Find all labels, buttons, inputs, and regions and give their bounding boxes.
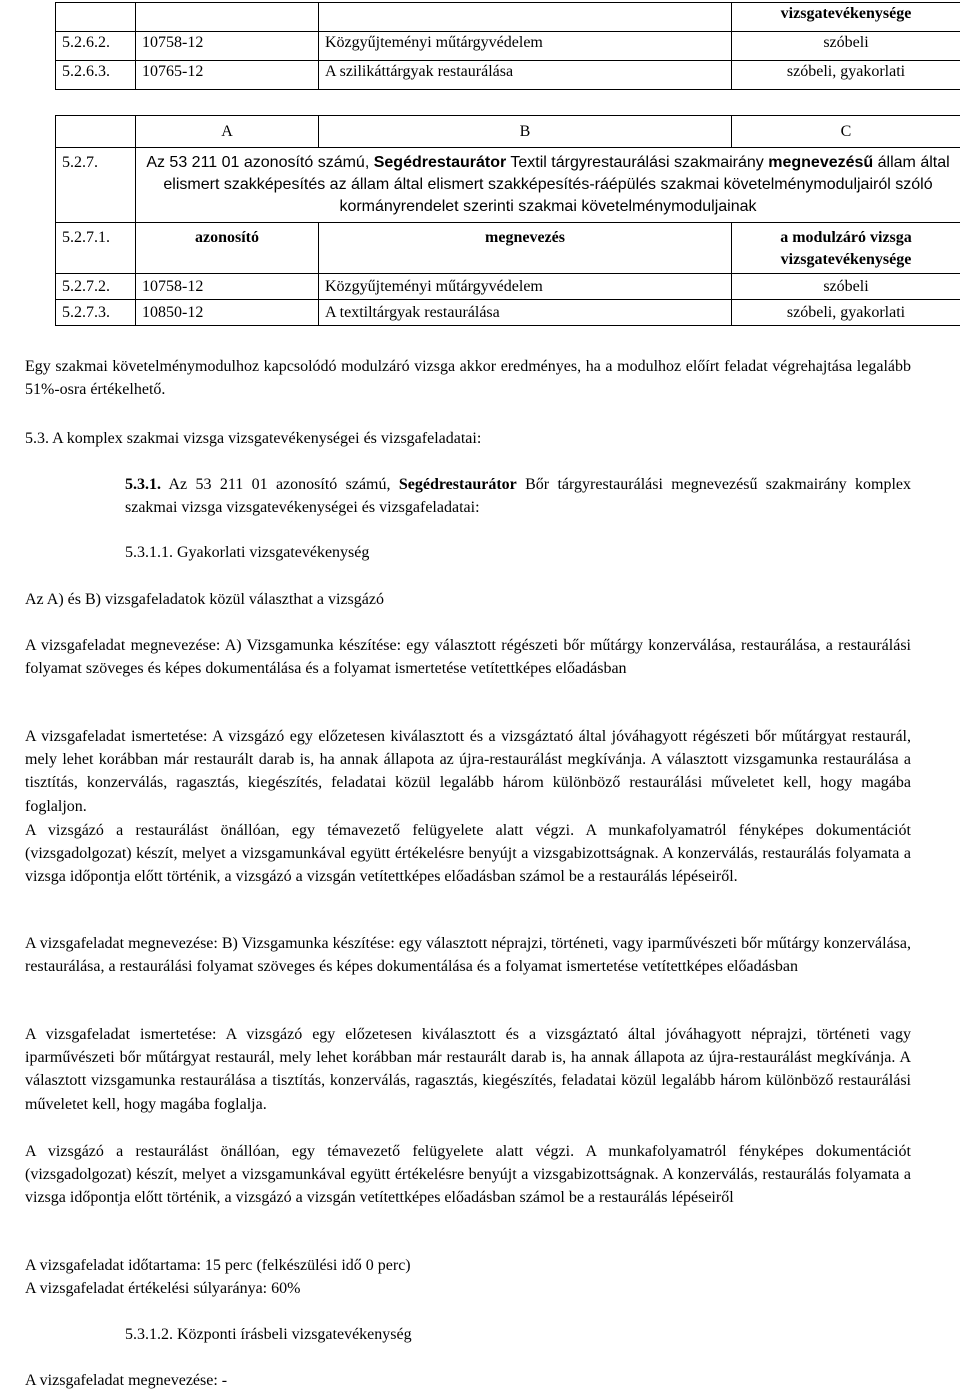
task-a-description: A vizsgafeladat ismertetése: A vizsgázó egy előzetesen kiválasztott és a vizsgáztató által jóváhagyott régészeti bőr műtárgyat restaurál, mely lehet korábban már restaurált darab is, ha annak állapota az újra-restaurálást megkívánja. A választott vizsgamunka restaurálása a tisztítás, konzerválás, ragasztás, kiegészítés, feladatai közül legalább három különböző restaurálási műveletet kell, hogy magába foglaljon. <box>25 728 911 815</box>
row-exam: szóbeli <box>732 32 960 61</box>
task-b-name: A vizsgafeladat megnevezése: B) Vizsgamunka készítése: egy választott néprajzi, történeti, vagy iparművészeti bőr műtárgy konzerválása, restaurálása, a restaurálási folyamat szöveges és képes dokumentálása és a folyamat ismertetése vetítettképes előadásban <box>25 935 911 976</box>
table-row <box>56 300 960 326</box>
task-weight: A vizsgafeladat értékelési súlyaránya: 60% <box>25 1280 301 1297</box>
row-number: 5.2.7.2. <box>56 274 136 300</box>
row-code: 10758-12 <box>136 32 319 61</box>
table-row <box>56 274 960 300</box>
section-heading-5-3: 5.3. A komplex szakmai vizsga vizsgatevékenységei és vizsgafeladatai: <box>25 430 482 447</box>
choice-paragraph: Az A) és B) vizsgafeladatok közül választhat a vizsgázó <box>25 591 384 608</box>
module-success-paragraph: Egy szakmai követelménymodulhoz kapcsolódó modulzáró vizsga akkor eredményes, ha a modulhoz előírt feladat végrehajtása legalább 51%-osra értékelhető. <box>25 358 911 399</box>
intro-text: Az 53 211 01 azonosító számú, Segédrestaurátor Textil tárgyrestaurálási szakmairány megnevezésű állam által elismert szakképesítés az állam által elismert szakképesítés-ráépülés szakmai követelménymoduljairól szóló kormányrendelet szerinti szakmai követelménymoduljainak <box>136 148 960 223</box>
row-name: Közgyűjteményi műtárgyvédelem <box>319 274 732 300</box>
row-exam: szóbeli, gyakorlati <box>732 61 960 90</box>
task-a-process: A vizsgázó a restaurálást önállóan, egy témavezető felügyelete alatt végzi. A munkafolyamatról fényképes dokumentációt (vizsgadolgozat) készít, melyet a vizsgamunkával együtt értékelésre benyújt a vizsgabizottságnak. A konzerválás, restaurálás folyamata a vizsga időpontja előtt történik, a vizsgázó a vizsgán vetítettképes előadásban számol be a restaurálás lépéseiről. <box>25 822 911 886</box>
row-number: 5.2.6.2. <box>56 32 136 61</box>
task-b-process: A vizsgázó a restaurálást önállóan, egy témavezető felügyelete alatt végzi. A munkafolyamatról fényképes dokumentációt (vizsgadolgozat) készít, melyet a vizsgamunkával együtt értékelésre benyújt a vizsgabizottságnak. A konzerválás, restaurálás folyamata a vizsga időpontja előtt történik, a vizsgázó a vizsgán vetítettképes előadásban számol be a restaurálás lépéseiről <box>25 1143 911 1207</box>
section-heading-5-3-1: 5.3.1. Az 53 211 01 azonosító számú, Segédrestaurátor Bőr tárgyrestaurálási megnevezésű szakmairány komplex szakmai vizsga vizsgatevékenységei és vizsgafeladatai: <box>125 476 911 517</box>
table-row <box>56 61 960 90</box>
row-name: A textiltárgyak restaurálása <box>319 300 732 326</box>
column-c-label: C <box>732 116 960 148</box>
row-code: 10850-12 <box>136 300 319 326</box>
last-task-name: A vizsgafeladat megnevezése: - <box>25 1372 228 1389</box>
table-row <box>56 32 960 61</box>
row-code: 10765-12 <box>136 61 319 90</box>
task-duration: A vizsgafeladat időtartama: 15 perc (felkészülési idő 0 perc) <box>25 1257 411 1274</box>
column-a-label: A <box>136 116 319 148</box>
section-heading-5-3-1-1: 5.3.1.1. Gyakorlati vizsgatevékenység <box>125 544 370 561</box>
intro-number: 5.2.7. <box>56 148 136 223</box>
module-table-5-2-7 <box>55 115 960 326</box>
column-b-label: B <box>319 116 732 148</box>
header-exam: a modulzáró vizsga vizsgatevékenysége <box>732 223 960 274</box>
row-number: 5.2.6.3. <box>56 61 136 90</box>
row-name: A szilikáttárgyak restaurálása <box>319 61 732 90</box>
module-table-5-2-6 <box>55 2 960 90</box>
task-a-name: A vizsgafeladat megnevezése: A) Vizsgamunka készítése: egy választott régészeti bőr műtárgy konzerválása, restaurálása, a restaurálási folyamat szöveges és képes dokumentálása és a folyamat ismertetése vetítettképes előadásban <box>25 637 911 678</box>
row-exam: szóbeli, gyakorlati <box>732 300 960 326</box>
section-heading-5-3-1-2: 5.3.1.2. Központi írásbeli vizsgatevékenység <box>125 1326 412 1343</box>
row-exam: szóbeli <box>732 274 960 300</box>
intro-bold-title: Segédrestaurátor <box>373 154 507 171</box>
task-b-description: A vizsgafeladat ismertetése: A vizsgázó egy előzetesen kiválasztott és a vizsgáztató által jóváhagyott néprajzi, történeti vagy iparművészeti bőr műtárgyat restaurál, mely lehet korábban már restaurált darab is, ha annak állapota az újra-restaurálást megkívánja. A választott vizsgamunka restaurálása a tisztítás, konzerválás, ragasztás, kiegészítés, feladatai közül legalább három különböző restaurálási műveletet kell, hogy magába foglalja. <box>25 1026 911 1113</box>
row-number: 5.2.7.3. <box>56 300 136 326</box>
header-code: azonosító <box>136 223 319 274</box>
header-number: 5.2.7.1. <box>56 223 136 274</box>
header-exam-cell: vizsgatevékenysége <box>732 3 960 32</box>
row-name: Közgyűjteményi műtárgyvédelem <box>319 32 732 61</box>
column-letter-row <box>56 116 960 148</box>
header-name: megnevezés <box>319 223 732 274</box>
intro-row <box>56 148 960 223</box>
row-code: 10758-12 <box>136 274 319 300</box>
table-header-row <box>56 3 960 32</box>
column-header-row <box>56 223 960 274</box>
